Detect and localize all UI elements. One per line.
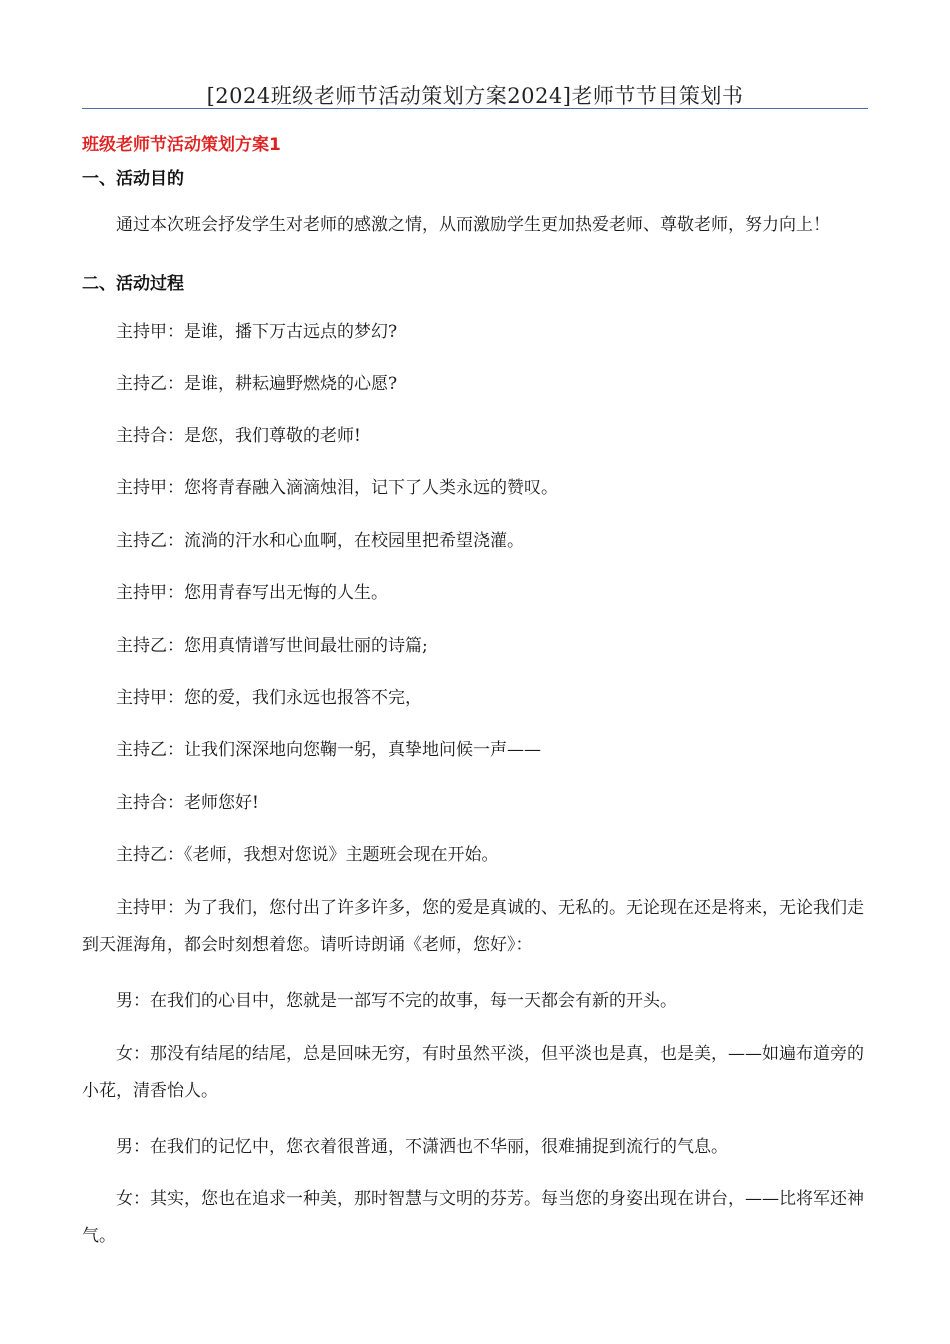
paragraph: 主持乙：《老师，我想对您说》主题班会现在开始。 [116, 845, 499, 865]
paragraph: 主持甲：您用青春写出无悔的人生。 [116, 583, 388, 603]
paragraph: 男：在我们的心目中，您就是一部写不完的故事，每一天都会有新的开头。 [116, 991, 677, 1011]
paragraph: 主持甲：是谁，播下万古远点的梦幻? [116, 322, 398, 342]
paragraph: 女：那没有结尾的结尾，总是回味无穷，有时虽然平淡，但平淡也是真，也是美，——如遍布道旁的小花，清香怡人。 [82, 1044, 864, 1101]
document-title: 班级老师节活动策划方案1 [82, 135, 281, 155]
section-heading-process: 二、活动过程 [82, 274, 184, 294]
paragraph: 主持乙：流淌的汗水和心血啊，在校园里把希望浇灌。 [116, 531, 524, 551]
paragraph: 主持合：是您，我们尊敬的老师! [116, 426, 361, 446]
paragraph: 男：在我们的记忆中，您衣着很普通，不潇洒也不华丽，很难捕捉到流行的气息。 [116, 1137, 728, 1157]
paragraph: 主持乙：您用真情谱写世间最壮丽的诗篇; [116, 636, 428, 656]
header-divider [82, 108, 868, 109]
paragraph: 主持乙：是谁，耕耘遍野燃烧的心愿? [116, 374, 398, 394]
paragraph: 通过本次班会抒发学生对老师的感激之情，从而激励学生更加热爱老师、尊敬老师，努力向上！ [116, 215, 830, 235]
page-header: [2024班级老师节活动策划方案2024]老师节节目策划书 [206, 84, 744, 108]
paragraph: 女：其实，您也在追求一种美，那时智慧与文明的芬芳。每当您的身姿出现在讲台，——比将军还神气。 [82, 1189, 864, 1246]
paragraph: 主持甲：您将青春融入滴滴烛泪，记下了人类永远的赞叹。 [116, 478, 558, 498]
paragraph: 主持乙：让我们深深地向您鞠一躬，真挚地问候一声—— [116, 740, 541, 760]
paragraph: 主持合：老师您好! [116, 793, 259, 813]
paragraph: 主持甲：您的爱，我们永远也报答不完， [116, 688, 422, 708]
section-heading-purpose: 一、活动目的 [82, 169, 184, 189]
paragraph: 主持甲：为了我们，您付出了许多许多，您的爱是真诚的、无私的。无论现在还是将来，无论我们走到天涯海角，都会时刻想着您。请听诗朗诵《老师，您好》： [82, 898, 864, 955]
